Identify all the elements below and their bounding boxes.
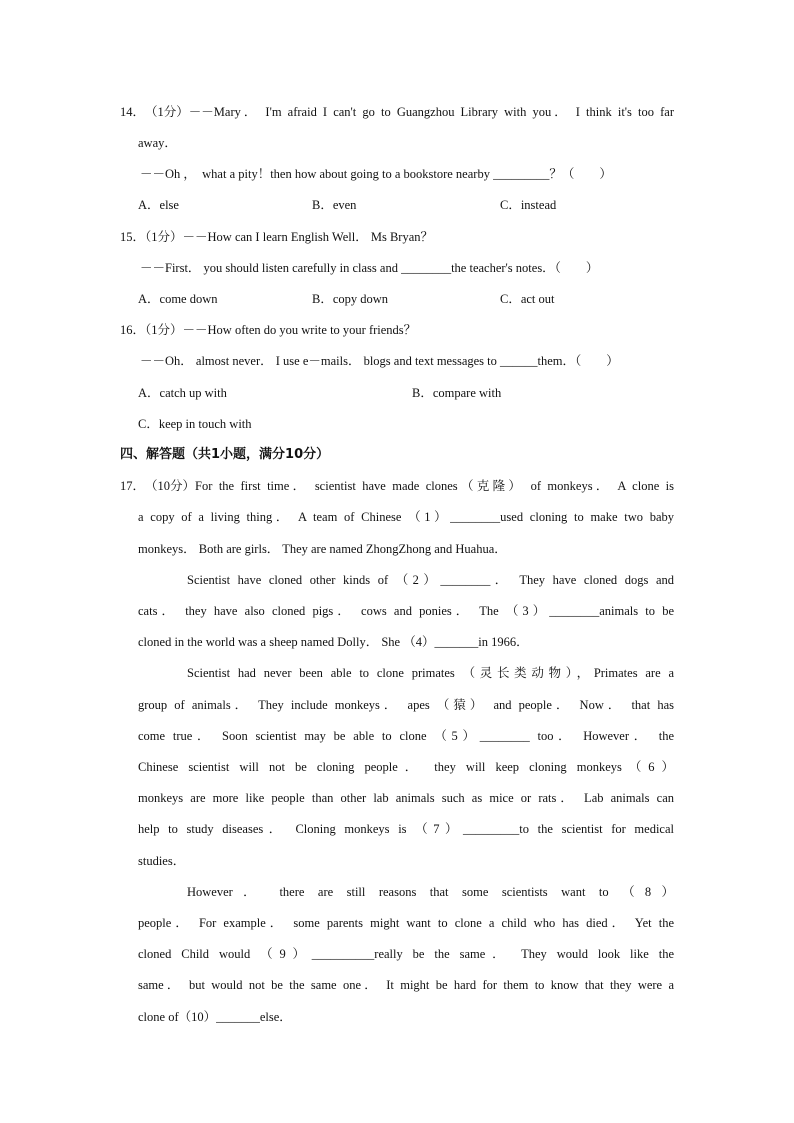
passage-line-7: Scientist had never been able to clone primates （灵长类动物），Primates are a [187,666,674,680]
question-14-option-b[interactable]: B．even [312,198,357,212]
question-16-option-a[interactable]: A．catch up with [138,386,227,400]
passage-line-17: same． but would not be the same one． It might be hard for them to know that they were a [138,978,674,992]
question-15-number: 15． [120,230,146,244]
question-14-option-a[interactable]: A．else [138,198,179,212]
section-heading: 四、解答题（共1小题，满分10分） [120,447,330,462]
question-14-stem-text: －－Mary． I'm afraid I can't go to Guangzhou Library with you． I think it's too far [188,105,674,119]
passage-line-3: monkeys． Both are girls． They are named ZhongZhong and Huahua． [138,542,507,556]
passage-line-1-text: For the first time． scientist have made clones（克隆） of monkeys． A clone is [195,479,674,493]
question-15-points: （1分） [145,230,183,244]
question-16-stem [120,322,416,338]
passage-line-15: people． For example． some parents might want to clone a child who has died． Yet the [138,916,674,930]
question-14-option-c[interactable]: C．instead [500,198,557,212]
passage-line-14: However． there are still reasons that some scientists want to （8） [187,885,674,899]
question-15-sub-line: －－First． you should listen carefully in class and ________the teacher's notes．（ ） [140,261,599,275]
question-16-sub-line: －－Oh． almost never． I use e－mails． blogs and text messages to ______them．（ ） [140,354,619,368]
question-14-stem-line1 [120,104,674,120]
passage-line-2: a copy of a living thing． A team of Chinese （1）________used cloning to make two baby [138,510,674,524]
question-16-option-b[interactable]: B．compare with [412,386,502,400]
question-17-points: （10分） [145,479,196,493]
question-14-stem-line2: away． [138,136,177,150]
question-15-option-c[interactable]: C．act out [500,292,555,306]
passage-line-1 [120,478,674,494]
passage-line-18: clone of（10）_______else． [138,1010,292,1024]
passage-line-8: group of animals． They include monkeys． apes （猿） and people． Now． that has [138,698,674,712]
question-15-stem [120,229,433,245]
question-16-number: 16． [120,323,146,337]
passage-line-5: cats． they have also cloned pigs． cows and ponies． The （3）________animals to be [138,604,674,618]
passage-line-4: Scientist have cloned other kinds of （2）________． They have cloned dogs and [187,573,674,587]
question-14-number: 14． [120,105,146,119]
question-15-stem-text: －－How can I learn English Well． Ms Bryan？ [182,230,433,244]
passage-line-6: cloned in the world was a sheep named Dolly． She （4）_______in 1966． [138,635,529,649]
question-15-option-b[interactable]: B．copy down [312,292,389,306]
question-16-stem-text: －－How often do you write to your friends？ [182,323,417,337]
question-16-points: （1分） [145,323,183,337]
passage-line-12: help to study diseases． Cloning monkeys is （7）_________to the scientist for medical [138,822,674,836]
question-16-option-c[interactable]: C．keep in touch with [138,417,252,431]
passage-line-16: cloned Child would （9）__________really be the same． They would look like the [138,947,674,961]
passage-line-13: studies． [138,854,186,868]
question-17-number: 17． [120,479,146,493]
passage-line-9: come true． Soon scientist may be able to clone （5）________ too． However． the [138,729,674,743]
question-15-option-a[interactable]: A．come down [138,292,218,306]
question-14-sub-line: －－Oh ， what a pity！then how about going to a bookstore nearby _________？（ ） [140,167,612,181]
passage-line-10: Chinese scientist will not be cloning people． they will keep cloning monkeys（6） [138,760,674,774]
question-14-points: （1分） [145,105,189,119]
passage-line-11: monkeys are more like people than other lab animals such as mice or rats． Lab animals can [138,791,674,805]
